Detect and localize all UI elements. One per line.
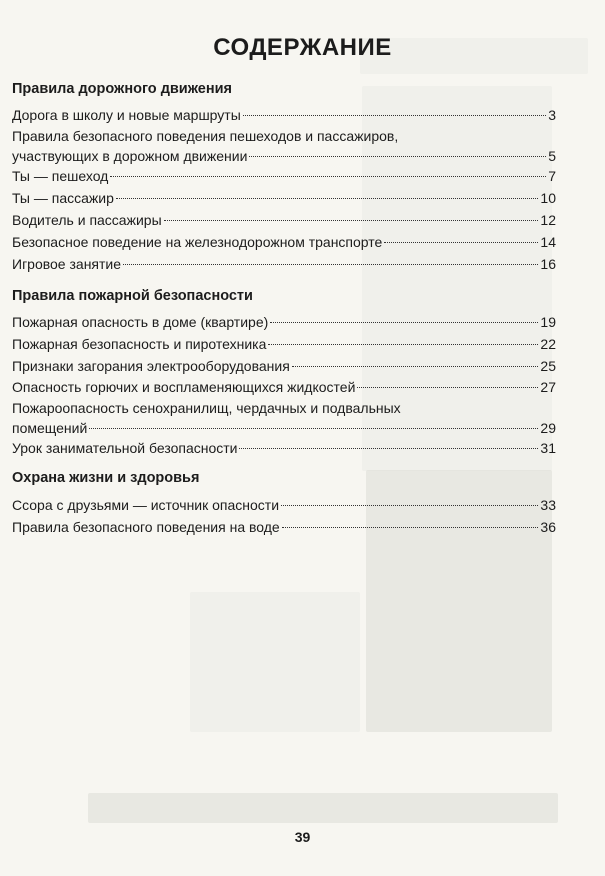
- page-title: СОДЕРЖАНИЕ: [213, 34, 392, 61]
- toc-entry: Правила безопасного поведения на воде 36: [12, 519, 556, 535]
- section-heading-fire-safety: Правила пожарной безопасности: [12, 288, 253, 304]
- toc-entry: Пожарная опасность в доме (квартире) 19: [12, 314, 556, 330]
- section-heading-traffic: Правила дорожного движения: [12, 81, 233, 97]
- toc-entry: Пожарная безопасность и пиротехника 22: [12, 336, 556, 352]
- section-heading-life-and-health: Охрана жизни и здоровья: [12, 470, 200, 486]
- toc-entry: Ссора с друзьями — источник опасности 33: [12, 497, 556, 513]
- toc-entry: Дорога в школу и новые маршруты 3: [12, 107, 556, 123]
- bleed-through-text-block: [190, 592, 360, 732]
- toc-entry: Признаки загорания электрооборудования 25: [12, 358, 556, 374]
- toc-entry: Пожароопасность сенохранилищ, чердачных и подвальных помещений 29: [12, 400, 556, 436]
- toc-entry: Безопасное поведение на железнодорожном транспорте 14: [12, 234, 556, 250]
- toc-entry: Ты — пассажир 10: [12, 190, 556, 206]
- toc-entry: Игровое занятие 16: [12, 256, 556, 272]
- toc-entry: Опасность горючих и воспламеняющихся жидкостей 27: [12, 379, 556, 395]
- bleed-through-bottom-banner: [88, 793, 558, 823]
- page-number: 39: [294, 829, 311, 845]
- toc-entry: Водитель и пассажиры 12: [12, 212, 556, 228]
- toc-entry: Правила безопасного поведения пешеходов и пассажиров, участвующих в дорожном движении 5: [12, 128, 556, 164]
- toc-entry: Урок занимательной безопасности 31: [12, 440, 556, 456]
- toc-entry: Ты — пешеход 7: [12, 168, 556, 184]
